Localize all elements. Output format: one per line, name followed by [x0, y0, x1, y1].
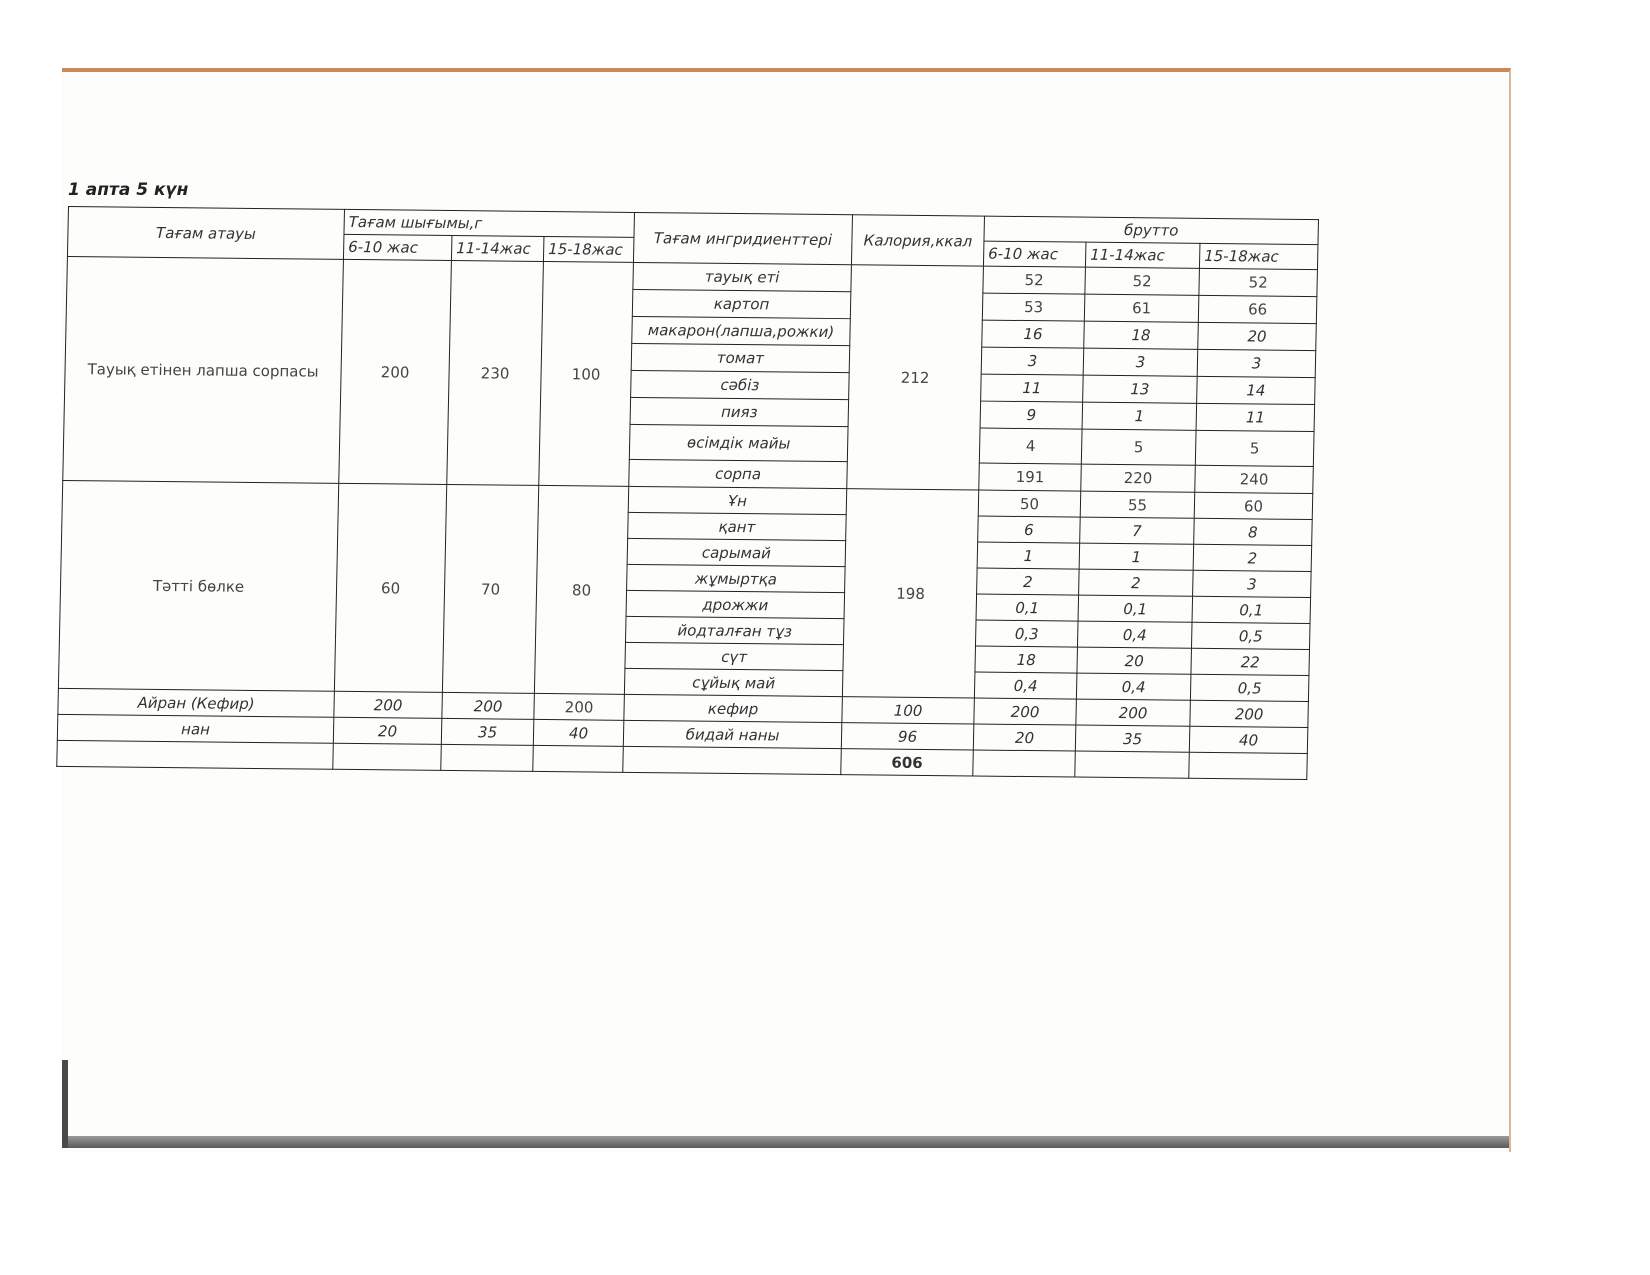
gross-value: 0,4	[1076, 673, 1191, 700]
gross-value: 52	[1085, 267, 1200, 295]
ingredient-name: йодталған тұз	[625, 616, 844, 644]
gross-value: 240	[1195, 465, 1314, 493]
dish-calories: 212	[847, 265, 984, 490]
dish-yield: 20	[333, 717, 442, 744]
yield-header: Тағам шығымы,г	[344, 209, 635, 237]
gross-value: 6	[978, 516, 1081, 543]
empty-cell	[1075, 751, 1190, 778]
gross-value: 220	[1081, 464, 1196, 492]
gross-value: 200	[974, 698, 1077, 725]
ingredient-name: кефир	[624, 694, 843, 722]
dish-yield: 70	[442, 484, 538, 693]
empty-cell	[533, 745, 624, 772]
page-title: 1 апта 5 күн	[68, 180, 189, 200]
calories-header: Калория,ккал	[851, 215, 984, 266]
gross-value: 55	[1080, 491, 1195, 518]
gross-value: 11	[1196, 403, 1315, 431]
dish-yield: 200	[334, 691, 443, 718]
dish-yield: 200	[339, 259, 452, 484]
gross-value: 1	[1079, 543, 1194, 570]
gross-header: брутто	[984, 216, 1319, 244]
empty-cell	[623, 746, 842, 774]
ingredient-name: Ұн	[628, 486, 847, 514]
dish-yield: 80	[534, 485, 628, 694]
gross-age-header: 6-10 жас	[983, 241, 1086, 267]
gross-value: 20	[1077, 647, 1192, 674]
gross-value: 61	[1084, 294, 1199, 322]
gross-value: 11	[981, 374, 1084, 402]
ingredient-name: сорпа	[629, 459, 848, 488]
scan-corner-shadow	[62, 1060, 68, 1148]
gross-value: 1	[1082, 402, 1197, 430]
ingredient-name: бидай наны	[623, 720, 842, 748]
gross-value: 8	[1194, 518, 1313, 545]
dish-name: нан	[57, 714, 334, 743]
gross-value: 191	[979, 463, 1082, 491]
ingredient-name: дрожжи	[626, 590, 845, 618]
gross-value: 18	[975, 646, 1078, 673]
gross-value: 18	[1084, 321, 1199, 349]
gross-value: 2	[977, 568, 1080, 595]
ingredient-name: сүт	[625, 642, 844, 670]
gross-value: 3	[1193, 570, 1312, 597]
gross-value: 35	[1075, 725, 1190, 752]
empty-cell	[333, 743, 442, 770]
gross-value: 0,1	[1192, 596, 1311, 623]
gross-value: 14	[1197, 376, 1316, 404]
menu-table	[56, 206, 1319, 780]
dish-name: Тәтті бөлке	[58, 480, 338, 691]
gross-value: 60	[1194, 492, 1313, 519]
dish-calories: 198	[842, 489, 978, 698]
dish-calories: 96	[841, 723, 974, 750]
ingredient-name: томат	[631, 343, 850, 372]
gross-value: 200	[1190, 700, 1309, 727]
yield-age-header: 6-10 жас	[343, 234, 452, 260]
gross-value: 3	[1197, 349, 1316, 377]
gross-value: 50	[978, 490, 1081, 517]
gross-value: 4	[979, 428, 1082, 464]
gross-value: 9	[980, 401, 1083, 429]
gross-value: 16	[982, 320, 1085, 348]
gross-value: 3	[981, 347, 1084, 375]
ingredient-name: картоп	[632, 289, 851, 318]
gross-value: 7	[1080, 517, 1195, 544]
empty-cell	[973, 750, 1076, 777]
gross-value: 2	[1079, 569, 1194, 596]
yield-age-header: 15-18жас	[543, 236, 634, 262]
gross-value: 3	[1083, 348, 1198, 376]
dish-yield: 40	[533, 719, 624, 746]
total-calories: 606	[841, 749, 974, 776]
ingredient-name: пияз	[630, 397, 849, 426]
gross-value: 0,5	[1190, 674, 1309, 701]
dish-yield: 35	[441, 718, 534, 745]
dish-name: Тауық етінен лапша сорпасы	[63, 256, 344, 483]
empty-cell	[57, 740, 334, 769]
ingredient-name: макарон(лапша,рожки)	[632, 316, 851, 345]
gross-value: 0,1	[1078, 595, 1193, 622]
gross-value: 2	[1193, 544, 1312, 571]
dish-yield: 230	[447, 261, 544, 486]
gross-value: 40	[1189, 726, 1308, 753]
gross-value: 52	[983, 266, 1086, 294]
ingredient-name: жұмыртқа	[627, 564, 846, 592]
gross-value: 0,4	[974, 672, 1077, 699]
gross-value: 0,4	[1077, 621, 1192, 648]
empty-cell	[1189, 752, 1308, 779]
dish-calories: 100	[842, 697, 975, 724]
dish-yield: 60	[334, 483, 446, 692]
gross-value: 13	[1083, 375, 1198, 403]
dish-name: Айран (Кефир)	[58, 688, 335, 717]
gross-value: 52	[1199, 268, 1318, 296]
gross-value: 22	[1191, 648, 1310, 675]
ingredient-name: тауық еті	[633, 262, 852, 291]
gross-value: 5	[1195, 430, 1314, 466]
dish-yield: 200	[442, 692, 535, 719]
gross-value: 66	[1198, 295, 1317, 323]
gross-age-header: 11-14жас	[1085, 242, 1200, 268]
gross-age-header: 15-18жас	[1199, 243, 1318, 269]
gross-value: 1	[977, 542, 1080, 569]
menu-table-wrapper	[56, 206, 1318, 780]
gross-value: 200	[1076, 699, 1191, 726]
dish-yield: 200	[534, 693, 625, 720]
gross-value: 5	[1081, 429, 1196, 465]
ingredient-name: сарымай	[627, 538, 846, 566]
gross-value: 0,1	[976, 594, 1079, 621]
gross-value: 0,5	[1191, 622, 1310, 649]
empty-cell	[441, 744, 534, 771]
gross-value: 0,3	[975, 620, 1078, 647]
ingredient-name: сұйық май	[624, 668, 843, 696]
ingredient-name: сәбіз	[631, 370, 850, 399]
scan-edge-shadow	[62, 1136, 1509, 1148]
ingredient-name: қант	[628, 512, 847, 540]
ingredient-name: өсімдік майы	[629, 424, 848, 461]
ingredients-header: Тағам ингридиенттері	[633, 212, 852, 264]
yield-age-header: 11-14жас	[451, 236, 544, 262]
gross-value: 20	[973, 724, 1076, 751]
dish-name-header: Тағам атауы	[67, 207, 344, 260]
gross-value: 20	[1198, 322, 1317, 350]
dish-yield: 100	[539, 261, 634, 486]
gross-value: 53	[982, 293, 1085, 321]
